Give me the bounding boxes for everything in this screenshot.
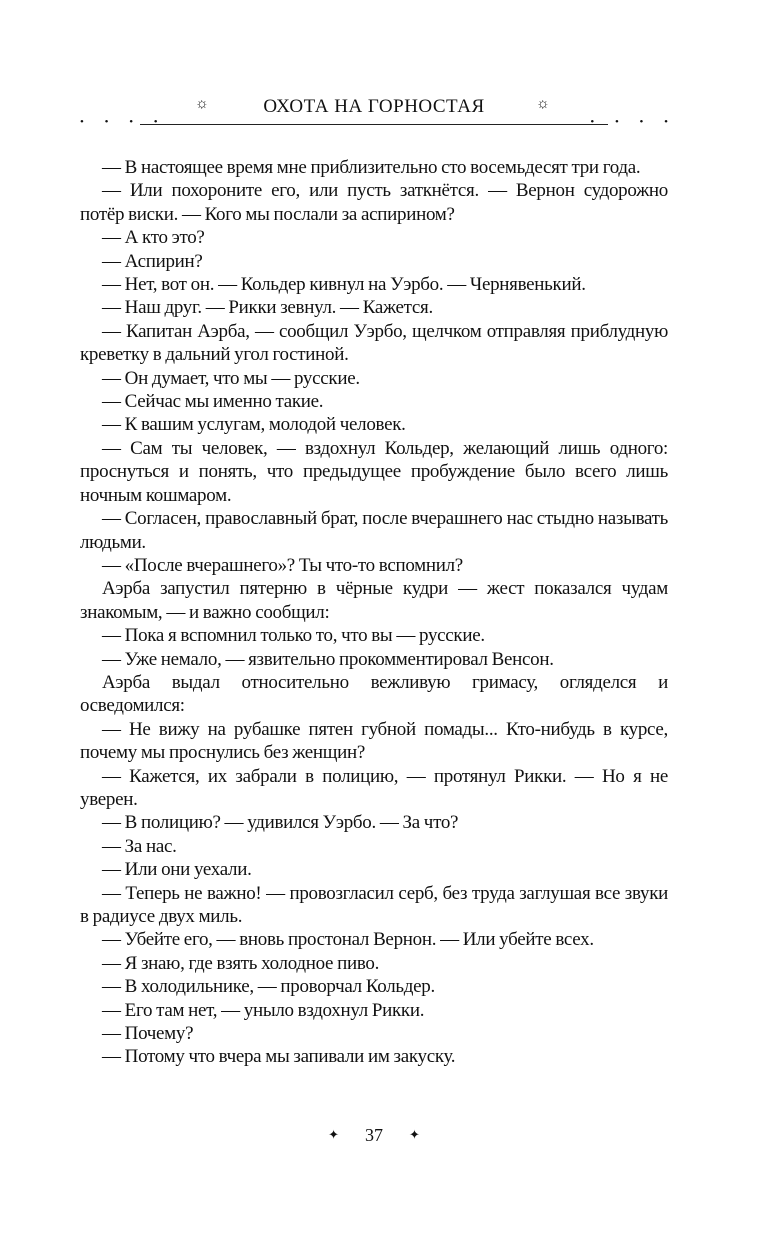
paragraph: — Наш друг. — Рикки зевнул. — Кажется. <box>102 297 433 319</box>
paragraph: — Пока я вспомнил только то, что вы — русские. <box>102 625 485 647</box>
paragraph: — В полицию? — удивился Уэрбо. — За что? <box>102 812 459 834</box>
header-dots-left: • • • • <box>80 116 167 128</box>
paragraph: — Теперь не важно! — провозгласил серб, без труда заглушая все звуки в радиусе двух миль. <box>80 882 668 927</box>
body-text <box>80 156 668 1069</box>
paragraph: Аэрба выдал относительно вежливую гримасу, огляделся и осведомился: <box>80 671 668 717</box>
paragraph: — Почему? <box>102 1023 194 1045</box>
paragraph: — Или они уехали. <box>102 859 252 881</box>
header-star-right-icon: ☼ <box>536 96 550 112</box>
paragraph: — Или похороните его, или пусть заткнётся. — Вернон судорожно потёр виски. — Кого мы послали за аспирином? <box>80 180 668 225</box>
paragraph: — А кто это? <box>102 227 205 249</box>
paragraph: — В настоящее время мне приблизительно сто восемьдесят три года. <box>102 157 641 178</box>
paragraph: — Он думает, что мы — русские. <box>102 367 360 389</box>
paragraph: — Я знаю, где взять холодное пиво. <box>102 952 380 974</box>
header-dots-right: • • • • <box>590 116 677 128</box>
footer-ornament-right-icon: ✦ <box>409 1127 420 1142</box>
paragraph: Аэрба запустил пятерню в чёрные кудри — жест показался чудам знакомым, — и важно сообщил: <box>80 578 668 623</box>
paragraph: — Уже немало, — язвительно прокомментировал Венсон. <box>102 648 554 670</box>
paragraph: — К вашим услугам, молодой человек. <box>102 414 406 436</box>
page-number: 37 <box>365 1125 383 1145</box>
paragraph: — Капитан Аэрба, — сообщил Уэрбо, щелчком отправляя приблудную креветку в дальний угол гостиной. <box>80 320 668 366</box>
paragraph: — «После вчерашнего»? Ты что-то вспомнил? <box>102 554 463 576</box>
page-footer <box>80 1125 668 1146</box>
running-head <box>80 88 677 136</box>
paragraph: — Согласен, православный брат, после вчерашнего нас стыдно называть людьми. <box>80 508 668 553</box>
paragraph: — Нет, вот он. — Кольдер кивнул на Уэрбо. — Чернявенький. <box>102 274 586 296</box>
paragraph: — Его там нет, — уныло вздохнул Рикки. <box>102 999 425 1021</box>
paragraph: — Потому что вчера мы запивали им закуску. <box>102 1046 456 1068</box>
paragraph: — За нас. <box>102 835 177 857</box>
paragraph: — Сейчас мы именно такие. <box>102 391 324 413</box>
header-star-left-icon: ☼ <box>195 96 209 112</box>
paragraph: — Кажется, их забрали в полицию, — протянул Рикки. — Но я не уверен. <box>80 765 668 810</box>
footer-ornament-left-icon: ✦ <box>328 1127 339 1142</box>
paragraph: — В холодильнике, — проворчал Кольдер. <box>102 976 435 998</box>
paragraph: — Убейте его, — вновь простонал Вернон. — Или убейте всех. <box>102 929 594 951</box>
paragraph: — Сам ты человек, — вздохнул Кольдер, желающий лишь одного: проснуться и понять, что предыдущее пробуждение было всего лишь ночным кошмаром. <box>80 437 668 506</box>
paragraph: — Не вижу на рубашке пятен губной помады... Кто-нибудь в курсе, почему мы проснулись без женщин? <box>80 718 668 764</box>
book-title: ОХОТА НА ГОРНОСТАЯ <box>263 96 485 117</box>
paragraph: — Аспирин? <box>102 250 203 272</box>
header-rule <box>140 124 608 125</box>
